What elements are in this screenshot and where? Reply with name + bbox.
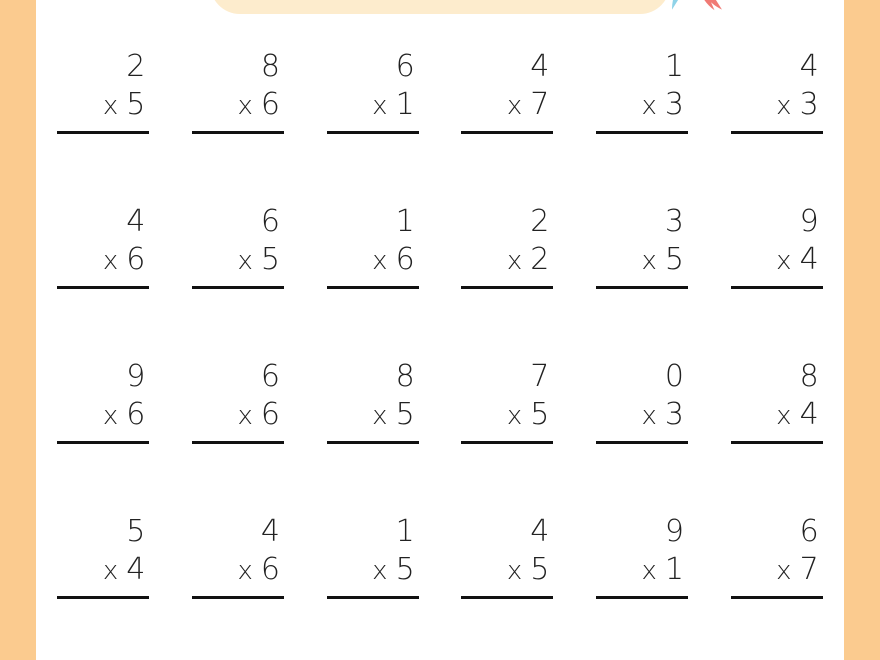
problem-multiplier: 5 <box>395 397 415 432</box>
multiply-operator: x <box>372 401 388 431</box>
problem-multiplier: 6 <box>395 242 415 277</box>
answer-rule-line <box>596 596 688 599</box>
problem-multiplicand: 8 <box>395 359 415 394</box>
page-border-right <box>844 0 880 660</box>
problem-multiplicand: 5 <box>126 514 146 549</box>
problem-operator-row <box>331 241 415 280</box>
problem-multiplier: 2 <box>530 242 550 277</box>
problem-item <box>440 340 575 495</box>
multiply-operator: x <box>776 556 792 586</box>
answer-rule-line <box>327 441 419 444</box>
problem-multiplier: 7 <box>530 87 550 122</box>
problem-multiplicand: 4 <box>126 204 146 239</box>
problem-multiplicand: 4 <box>260 514 280 549</box>
problem-multiplier: 5 <box>664 242 684 277</box>
problems-grid <box>36 30 844 650</box>
header-banner <box>210 0 670 14</box>
multiply-operator: x <box>641 556 657 586</box>
problem-multiplicand: 1 <box>395 514 415 549</box>
answer-rule-line <box>57 441 149 444</box>
multiply-operator: x <box>641 246 657 276</box>
problem-operator-row <box>196 396 280 435</box>
multiply-operator: x <box>102 246 119 276</box>
problem-multiplicand: 1 <box>664 49 684 84</box>
multiply-operator: x <box>776 246 792 276</box>
problem-multiplicand: 7 <box>530 359 550 394</box>
problem-item <box>36 185 171 340</box>
problem-operator-row <box>600 241 684 280</box>
multiply-operator: x <box>776 91 792 121</box>
problem-item <box>171 340 306 495</box>
problem-multiplier: 7 <box>799 552 819 587</box>
problem-item <box>171 495 306 650</box>
problem-operator-row <box>465 241 549 280</box>
problem-multiplicand: 2 <box>126 49 146 84</box>
problem-operator-row <box>331 396 415 435</box>
problem-multiplier: 6 <box>126 397 146 432</box>
answer-rule-line <box>327 131 419 134</box>
problem-operator-row <box>465 86 549 125</box>
problem-item <box>36 340 171 495</box>
problem-operator-row <box>196 86 280 125</box>
answer-rule-line <box>192 286 284 289</box>
answer-rule-line <box>461 441 553 444</box>
answer-rule-line <box>731 596 823 599</box>
answer-rule-line <box>731 441 823 444</box>
problem-item <box>575 340 710 495</box>
problem-operator-row <box>600 551 684 590</box>
problem-multiplicand: 3 <box>664 204 684 239</box>
answer-rule-line <box>461 286 553 289</box>
page-border-left <box>0 0 36 660</box>
answer-rule-line <box>596 286 688 289</box>
problem-item <box>305 495 440 650</box>
multiply-operator: x <box>506 91 523 121</box>
answer-rule-line <box>731 286 823 289</box>
multiply-operator: x <box>237 556 253 586</box>
answer-rule-line <box>57 286 149 289</box>
problem-operator-row <box>196 241 280 280</box>
multiply-operator: x <box>641 91 657 121</box>
problem-item <box>709 30 844 185</box>
answer-rule-line <box>461 131 553 134</box>
problem-multiplicand: 8 <box>799 359 819 394</box>
multiply-operator: x <box>237 401 253 431</box>
problem-multiplicand: 6 <box>260 204 280 239</box>
multiply-operator: x <box>506 246 523 276</box>
problem-item <box>171 185 306 340</box>
answer-rule-line <box>57 596 149 599</box>
problem-operator-row <box>61 551 145 590</box>
problem-multiplier: 4 <box>799 397 819 432</box>
multiply-operator: x <box>372 246 388 276</box>
problem-multiplier: 1 <box>664 552 684 587</box>
problem-item <box>305 185 440 340</box>
problem-multiplicand: 0 <box>664 359 684 394</box>
problem-item <box>171 30 306 185</box>
multiply-operator: x <box>237 246 253 276</box>
problem-item <box>709 495 844 650</box>
problem-multiplicand: 9 <box>799 204 819 239</box>
problem-multiplier: 6 <box>260 397 280 432</box>
multiply-operator: x <box>776 401 792 431</box>
problem-item <box>305 30 440 185</box>
problem-multiplier: 5 <box>395 552 415 587</box>
answer-rule-line <box>192 596 284 599</box>
multiply-operator: x <box>506 556 523 586</box>
multiply-operator: x <box>102 91 119 121</box>
problem-item <box>305 340 440 495</box>
problem-multiplicand: 6 <box>395 49 415 84</box>
problem-operator-row <box>61 241 145 280</box>
problem-multiplicand: 8 <box>260 49 280 84</box>
problem-operator-row <box>600 86 684 125</box>
problem-multiplier: 5 <box>530 397 550 432</box>
answer-rule-line <box>731 131 823 134</box>
problem-operator-row <box>735 551 819 590</box>
answer-rule-line <box>57 131 149 134</box>
problem-multiplicand: 6 <box>260 359 280 394</box>
problem-item <box>575 30 710 185</box>
problem-item <box>575 185 710 340</box>
answer-rule-line <box>461 596 553 599</box>
problem-operator-row <box>600 396 684 435</box>
problem-multiplicand: 4 <box>799 49 819 84</box>
multiply-operator: x <box>102 401 119 431</box>
problem-operator-row <box>331 551 415 590</box>
problem-multiplier: 5 <box>126 87 146 122</box>
answer-rule-line <box>596 131 688 134</box>
multiply-operator: x <box>102 556 119 586</box>
problem-item <box>709 185 844 340</box>
problem-item <box>440 30 575 185</box>
problem-item <box>440 185 575 340</box>
problem-multiplier: 6 <box>260 87 280 122</box>
problem-item <box>575 495 710 650</box>
problem-multiplier: 3 <box>664 87 684 122</box>
problem-multiplier: 6 <box>260 552 280 587</box>
problem-multiplicand: 4 <box>530 514 550 549</box>
problem-multiplier: 4 <box>799 242 819 277</box>
problem-operator-row <box>735 86 819 125</box>
problem-multiplier: 3 <box>799 87 819 122</box>
problem-multiplier: 4 <box>126 552 146 587</box>
problem-multiplicand: 1 <box>395 204 415 239</box>
problem-multiplier: 5 <box>260 242 280 277</box>
problem-operator-row <box>735 241 819 280</box>
answer-rule-line <box>596 441 688 444</box>
problem-operator-row <box>735 396 819 435</box>
problem-multiplicand: 2 <box>530 204 550 239</box>
problem-operator-row <box>331 86 415 125</box>
problem-operator-row <box>465 551 549 590</box>
problem-multiplier: 3 <box>664 397 684 432</box>
problem-item <box>36 30 171 185</box>
multiply-operator: x <box>372 556 388 586</box>
answer-rule-line <box>192 441 284 444</box>
answer-rule-line <box>327 286 419 289</box>
problem-operator-row <box>196 551 280 590</box>
problem-multiplicand: 9 <box>126 359 146 394</box>
multiply-operator: x <box>506 401 523 431</box>
problem-item <box>709 340 844 495</box>
problem-multiplicand: 6 <box>799 514 819 549</box>
answer-rule-line <box>327 596 419 599</box>
problem-operator-row <box>61 86 145 125</box>
problem-operator-row <box>465 396 549 435</box>
problem-multiplier: 1 <box>395 87 415 122</box>
problem-multiplicand: 4 <box>530 49 550 84</box>
problem-multiplier: 5 <box>530 552 550 587</box>
multiply-operator: x <box>641 401 657 431</box>
multiply-operator: x <box>372 91 388 121</box>
answer-rule-line <box>192 131 284 134</box>
problem-item <box>440 495 575 650</box>
problem-item <box>36 495 171 650</box>
multiply-operator: x <box>237 91 253 121</box>
problem-multiplicand: 9 <box>664 514 684 549</box>
problem-operator-row <box>61 396 145 435</box>
problem-multiplier: 6 <box>126 242 146 277</box>
